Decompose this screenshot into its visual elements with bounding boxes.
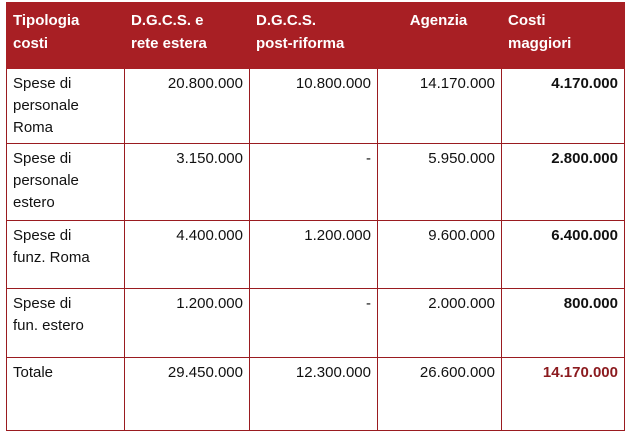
header-post-riforma-line-1: D.G.C.S. — [256, 12, 317, 29]
header-agenzia — [378, 3, 502, 69]
row-label-line: Roma — [13, 119, 54, 136]
cost-table — [6, 2, 625, 431]
row-label-line: funz. Roma — [13, 249, 90, 266]
row-label-line: personale — [13, 172, 79, 189]
row-label-line: fun. estero — [13, 317, 84, 334]
row-label-line: Spese di — [13, 227, 72, 244]
cell-dgcs: 3.150.000 — [125, 144, 250, 221]
cell-post-riforma: - — [250, 144, 378, 221]
row-label-line: estero — [13, 194, 55, 211]
table-header — [7, 3, 625, 69]
header-costi-line-1: Costi — [508, 12, 546, 29]
cell-costi-maggiori: 2.800.000 — [502, 144, 625, 221]
header-row — [7, 3, 625, 69]
row-label — [7, 221, 125, 289]
header-post-riforma-line-2: post-riforma — [256, 35, 345, 52]
header-post-riforma — [250, 3, 378, 69]
total-row — [7, 358, 625, 431]
cell-dgcs: 29.450.000 — [125, 358, 250, 431]
header-tipologia — [7, 3, 125, 69]
row-label-line: personale — [13, 97, 79, 114]
cell-post-riforma: 1.200.000 — [250, 221, 378, 289]
cell-post-riforma: - — [250, 289, 378, 358]
cell-costi-maggiori: 800.000 — [502, 289, 625, 358]
cell-dgcs: 4.400.000 — [125, 221, 250, 289]
header-dgcs-line-2: rete estera — [131, 35, 207, 52]
row-label-line: Spese di — [13, 75, 72, 92]
cell-costi-maggiori: 4.170.000 — [502, 69, 625, 144]
row-label — [7, 69, 125, 144]
cell-agenzia: 2.000.000 — [378, 289, 502, 358]
table-row — [7, 69, 625, 144]
cell-agenzia: 14.170.000 — [378, 69, 502, 144]
table-row — [7, 289, 625, 358]
row-label — [7, 144, 125, 221]
cell-dgcs: 20.800.000 — [125, 69, 250, 144]
cost-table-container — [6, 2, 624, 431]
cell-post-riforma: 10.800.000 — [250, 69, 378, 144]
row-label — [7, 289, 125, 358]
table-row — [7, 144, 625, 221]
cell-post-riforma: 12.300.000 — [250, 358, 378, 431]
cell-dgcs: 1.200.000 — [125, 289, 250, 358]
cell-agenzia: 5.950.000 — [378, 144, 502, 221]
cell-costi-maggiori-total: 14.170.000 — [502, 358, 625, 431]
header-costi-line-2: maggiori — [508, 35, 572, 52]
table-body — [7, 69, 625, 431]
header-dgcs-line-1: D.G.C.S. e — [131, 12, 204, 29]
row-label-line: Spese di — [13, 295, 72, 312]
cell-agenzia: 9.600.000 — [378, 221, 502, 289]
row-label — [7, 358, 125, 431]
header-agenzia-line-1: Agenzia — [409, 12, 468, 29]
header-costi-maggiori — [502, 3, 625, 69]
header-tipologia-line-1: Tipologia — [13, 12, 80, 29]
header-dgcs — [125, 3, 250, 69]
cell-agenzia: 26.600.000 — [378, 358, 502, 431]
row-label-line: Spese di — [13, 150, 72, 167]
table-row — [7, 221, 625, 289]
row-label-line: Totale — [13, 364, 54, 381]
cell-costi-maggiori: 6.400.000 — [502, 221, 625, 289]
header-tipologia-line-2: costi — [13, 35, 49, 52]
